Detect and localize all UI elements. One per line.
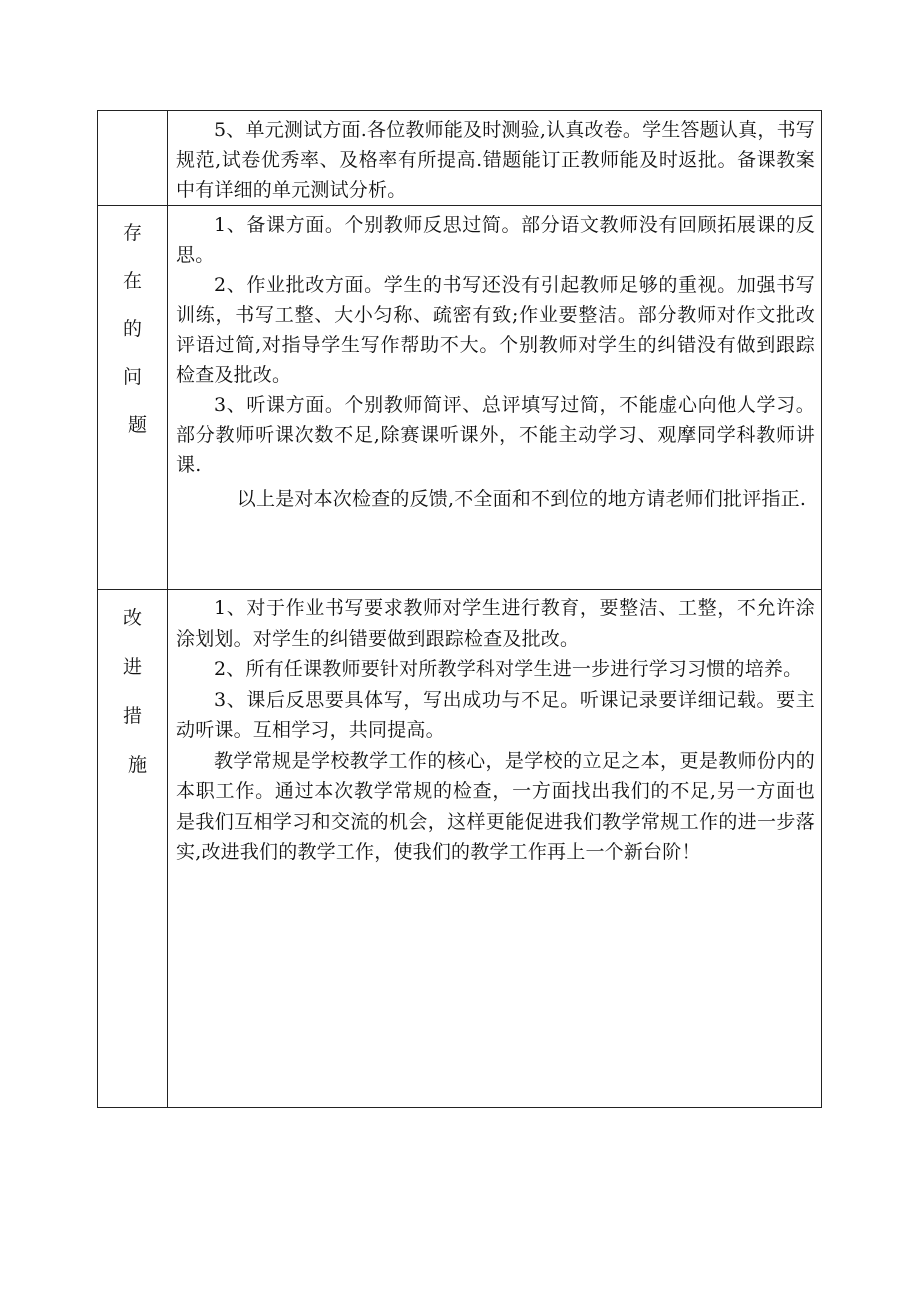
paragraph-lesson-prep: 1、备课方面。个别教师反思过简。部分语文教师没有回顾拓展课的反思。	[176, 214, 815, 266]
inspection-feedback-table	[97, 110, 822, 1108]
paragraph-homework-marking: 2、作业批改方面。学生的书写还没有引起教师足够的重视。加强书写训练，书写工整、大小匀称、疏密有致;作业要整洁。部分教师对作文批改评语过简,对指导学生写作帮助不大。个别教师对学生的纠错没有做到跟踪检查及批改。	[176, 274, 815, 386]
table-row-unit-test	[98, 111, 822, 206]
label-char: 存	[122, 222, 142, 244]
paragraph-lesson-observation: 3、听课方面。个别教师简评、总评填写过简，不能虚心向他人学习。部分教师听课次数不足,除赛课听课外，不能主动学习、观摩同学科教师讲课.	[176, 394, 815, 476]
table-row-existing-problems	[98, 206, 822, 590]
label-improvement-measures	[98, 590, 167, 790]
label-char: 的	[122, 318, 142, 340]
row-label-cell-empty	[98, 111, 168, 206]
row-label-cell-measures	[98, 590, 168, 1108]
label-char: 在	[122, 270, 142, 292]
label-char: 措	[122, 705, 142, 727]
label-char: 题	[127, 414, 147, 436]
paragraph-reflection: 3、课后反思要具体写，写出成功与不足。听课记录要详细记载。要主动听课。互相学习，共同提高。	[176, 688, 815, 741]
table-row-improvement-measures	[98, 590, 822, 1108]
paragraph-study-habits: 2、所有任课教师要针对所教学科对学生进一步进行学习习惯的培养。	[214, 658, 803, 680]
label-char: 进	[122, 656, 142, 678]
row-content-cell	[168, 590, 822, 1108]
paragraph-summary: 教学常规是学校教学工作的核心，是学校的立足之本，更是教师份内的本职工作。通过本次教学常规的检查，一方面找出我们的不足,另一方面也是我们互相学习和交流的机会，这样更能促进我们教学常规工作的进一步落实,改进我们的教学工作，使我们的教学工作再上一个新台阶！	[176, 749, 815, 863]
row-content-cell	[168, 206, 822, 590]
label-existing-problems	[98, 206, 167, 449]
row-label-cell-problems	[98, 206, 168, 590]
paragraph-unit-test: 5、单元测试方面.各位教师能及时测验,认真改卷。学生答题认真，书写规范,试卷优秀率、及格率有所提高.错题能订正教师能及时返批。备课教案中有详细的单元测试分析。	[176, 119, 815, 201]
paragraph-closing-remark: 以上是对本次检查的反馈,不全面和不到位的地方请老师们批评指正.	[236, 488, 807, 510]
label-char: 施	[127, 754, 147, 776]
label-char: 问	[122, 366, 142, 388]
paragraph-homework-writing: 1、对于作业书写要求教师对学生进行教育，要整洁、工整，不允许涂涂划划。对学生的纠错要做到跟踪检查及批改。	[176, 597, 815, 650]
label-char: 改	[122, 607, 142, 629]
row-content-cell	[168, 111, 822, 206]
